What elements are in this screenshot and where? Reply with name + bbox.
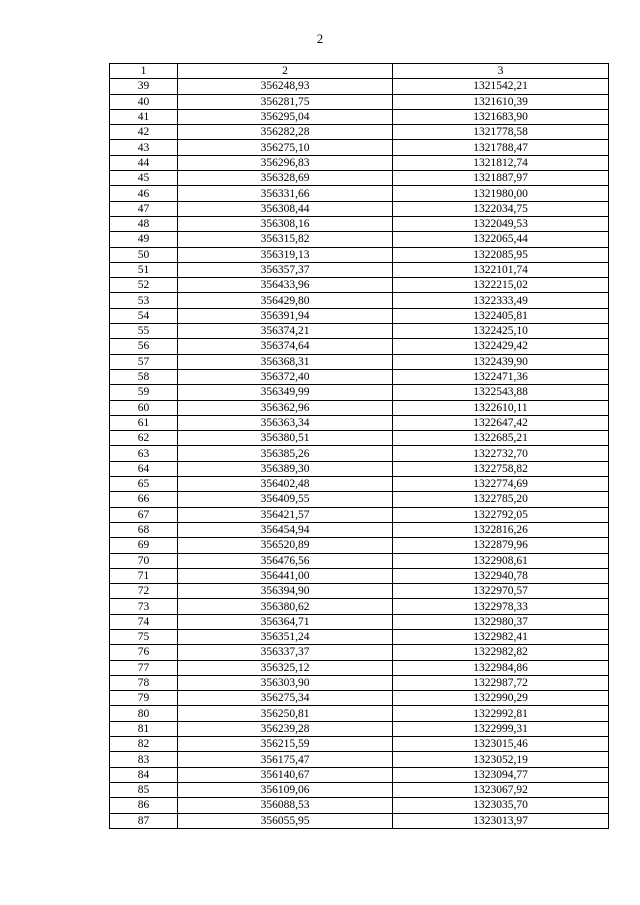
x-coordinate-cell: 356239,28 — [178, 721, 393, 736]
table-row — [110, 798, 609, 813]
y-coordinate-cell: 1322982,41 — [393, 629, 609, 644]
point-number-cell: 64 — [110, 461, 178, 476]
point-number-cell: 71 — [110, 568, 178, 583]
y-coordinate-cell: 1321683,90 — [393, 109, 609, 124]
point-number-cell: 72 — [110, 584, 178, 599]
x-coordinate-cell: 356281,75 — [178, 94, 393, 109]
table-header-row — [110, 64, 609, 79]
table-row — [110, 522, 609, 537]
x-coordinate-cell: 356368,31 — [178, 354, 393, 369]
table-row — [110, 431, 609, 446]
point-number-cell: 59 — [110, 385, 178, 400]
y-coordinate-cell: 1321778,58 — [393, 125, 609, 140]
point-number-cell: 66 — [110, 492, 178, 507]
x-coordinate-cell: 356380,62 — [178, 599, 393, 614]
point-number-cell: 82 — [110, 737, 178, 752]
coordinates-table — [109, 63, 609, 829]
y-coordinate-cell: 1322987,72 — [393, 675, 609, 690]
point-number-cell: 77 — [110, 660, 178, 675]
table-row — [110, 721, 609, 736]
point-number-cell: 74 — [110, 614, 178, 629]
table-row — [110, 324, 609, 339]
x-coordinate-cell: 356372,40 — [178, 369, 393, 384]
y-coordinate-cell: 1322685,21 — [393, 431, 609, 446]
y-coordinate-cell: 1322816,26 — [393, 522, 609, 537]
y-coordinate-cell: 1322049,53 — [393, 216, 609, 231]
x-coordinate-cell: 356315,82 — [178, 232, 393, 247]
point-number-cell: 58 — [110, 369, 178, 384]
y-coordinate-cell: 1322439,90 — [393, 354, 609, 369]
y-coordinate-cell: 1322429,42 — [393, 339, 609, 354]
point-number-cell: 78 — [110, 675, 178, 690]
y-coordinate-cell: 1322978,33 — [393, 599, 609, 614]
table-row — [110, 278, 609, 293]
table-row — [110, 584, 609, 599]
x-coordinate-cell: 356441,00 — [178, 568, 393, 583]
table-row — [110, 553, 609, 568]
x-coordinate-cell: 356331,66 — [178, 186, 393, 201]
table-row — [110, 415, 609, 430]
table-row — [110, 477, 609, 492]
x-coordinate-cell: 356385,26 — [178, 446, 393, 461]
y-coordinate-cell: 1322990,29 — [393, 691, 609, 706]
y-coordinate-cell: 1322992,81 — [393, 706, 609, 721]
x-coordinate-cell: 356364,71 — [178, 614, 393, 629]
point-number-cell: 68 — [110, 522, 178, 537]
y-coordinate-cell: 1322982,82 — [393, 645, 609, 660]
y-coordinate-cell: 1322333,49 — [393, 293, 609, 308]
point-number-cell: 43 — [110, 140, 178, 155]
y-coordinate-cell: 1322970,57 — [393, 584, 609, 599]
table-row — [110, 645, 609, 660]
point-number-cell: 69 — [110, 538, 178, 553]
y-coordinate-cell: 1322980,37 — [393, 614, 609, 629]
x-coordinate-cell: 356402,48 — [178, 477, 393, 492]
point-number-cell: 76 — [110, 645, 178, 660]
point-number-cell: 83 — [110, 752, 178, 767]
table-row — [110, 660, 609, 675]
table-row — [110, 507, 609, 522]
point-number-cell: 86 — [110, 798, 178, 813]
x-coordinate-cell: 356380,51 — [178, 431, 393, 446]
x-coordinate-cell: 356476,56 — [178, 553, 393, 568]
x-coordinate-cell: 356357,37 — [178, 262, 393, 277]
x-coordinate-cell: 356429,80 — [178, 293, 393, 308]
table-row — [110, 155, 609, 170]
point-number-cell: 80 — [110, 706, 178, 721]
x-coordinate-cell: 356394,90 — [178, 584, 393, 599]
table-row — [110, 446, 609, 461]
x-coordinate-cell: 356215,59 — [178, 737, 393, 752]
y-coordinate-cell: 1322215,02 — [393, 278, 609, 293]
table-row — [110, 492, 609, 507]
y-coordinate-cell: 1323094,77 — [393, 767, 609, 782]
header-cell-x: 2 — [178, 64, 393, 79]
x-coordinate-cell: 356520,89 — [178, 538, 393, 553]
table-row — [110, 782, 609, 797]
header-cell-y: 3 — [393, 64, 609, 79]
point-number-cell: 61 — [110, 415, 178, 430]
table-row — [110, 599, 609, 614]
x-coordinate-cell: 356433,96 — [178, 278, 393, 293]
table-row — [110, 538, 609, 553]
y-coordinate-cell: 1322425,10 — [393, 324, 609, 339]
table-row — [110, 339, 609, 354]
y-coordinate-cell: 1322758,82 — [393, 461, 609, 476]
y-coordinate-cell: 1322940,78 — [393, 568, 609, 583]
table-row — [110, 568, 609, 583]
table-row — [110, 400, 609, 415]
x-coordinate-cell: 356109,06 — [178, 782, 393, 797]
x-coordinate-cell: 356351,24 — [178, 629, 393, 644]
table-row — [110, 737, 609, 752]
table-row — [110, 767, 609, 782]
point-number-cell: 57 — [110, 354, 178, 369]
x-coordinate-cell: 356454,94 — [178, 522, 393, 537]
point-number-cell: 52 — [110, 278, 178, 293]
y-coordinate-cell: 1322984,86 — [393, 660, 609, 675]
y-coordinate-cell: 1322034,75 — [393, 201, 609, 216]
page-number: 2 — [316, 31, 324, 46]
x-coordinate-cell: 356250,81 — [178, 706, 393, 721]
x-coordinate-cell: 356308,44 — [178, 201, 393, 216]
point-number-cell: 75 — [110, 629, 178, 644]
table-row — [110, 140, 609, 155]
point-number-cell: 49 — [110, 232, 178, 247]
table-row — [110, 262, 609, 277]
point-number-cell: 55 — [110, 324, 178, 339]
point-number-cell: 45 — [110, 171, 178, 186]
point-number-cell: 60 — [110, 400, 178, 415]
y-coordinate-cell: 1323035,70 — [393, 798, 609, 813]
y-coordinate-cell: 1322774,69 — [393, 477, 609, 492]
y-coordinate-cell: 1323013,97 — [393, 813, 609, 828]
point-number-cell: 85 — [110, 782, 178, 797]
x-coordinate-cell: 356337,37 — [178, 645, 393, 660]
x-coordinate-cell: 356088,53 — [178, 798, 393, 813]
x-coordinate-cell: 356421,57 — [178, 507, 393, 522]
table-row — [110, 201, 609, 216]
point-number-cell: 70 — [110, 553, 178, 568]
y-coordinate-cell: 1322085,95 — [393, 247, 609, 262]
table-row — [110, 186, 609, 201]
point-number-cell: 63 — [110, 446, 178, 461]
point-number-cell: 44 — [110, 155, 178, 170]
table-row — [110, 354, 609, 369]
point-number-cell: 39 — [110, 79, 178, 94]
y-coordinate-cell: 1321788,47 — [393, 140, 609, 155]
y-coordinate-cell: 1322908,61 — [393, 553, 609, 568]
table-row — [110, 293, 609, 308]
table-row — [110, 691, 609, 706]
point-number-cell: 53 — [110, 293, 178, 308]
x-coordinate-cell: 356295,04 — [178, 109, 393, 124]
y-coordinate-cell: 1322647,42 — [393, 415, 609, 430]
point-number-cell: 40 — [110, 94, 178, 109]
x-coordinate-cell: 356325,12 — [178, 660, 393, 675]
y-coordinate-cell: 1323067,92 — [393, 782, 609, 797]
x-coordinate-cell: 356363,34 — [178, 415, 393, 430]
y-coordinate-cell: 1322785,20 — [393, 492, 609, 507]
point-number-cell: 46 — [110, 186, 178, 201]
x-coordinate-cell: 356362,96 — [178, 400, 393, 415]
point-number-cell: 47 — [110, 201, 178, 216]
point-number-cell: 65 — [110, 477, 178, 492]
table-row — [110, 752, 609, 767]
y-coordinate-cell: 1322405,81 — [393, 308, 609, 323]
table-row — [110, 629, 609, 644]
y-coordinate-cell: 1322065,44 — [393, 232, 609, 247]
point-number-cell: 50 — [110, 247, 178, 262]
y-coordinate-cell: 1321610,39 — [393, 94, 609, 109]
point-number-cell: 84 — [110, 767, 178, 782]
y-coordinate-cell: 1323015,46 — [393, 737, 609, 752]
y-coordinate-cell: 1321812,74 — [393, 155, 609, 170]
y-coordinate-cell: 1322999,31 — [393, 721, 609, 736]
x-coordinate-cell: 356275,34 — [178, 691, 393, 706]
x-coordinate-cell: 356328,69 — [178, 171, 393, 186]
point-number-cell: 48 — [110, 216, 178, 231]
x-coordinate-cell: 356409,55 — [178, 492, 393, 507]
point-number-cell: 81 — [110, 721, 178, 736]
table-row — [110, 171, 609, 186]
x-coordinate-cell: 356055,95 — [178, 813, 393, 828]
y-coordinate-cell: 1322101,74 — [393, 262, 609, 277]
table-row — [110, 385, 609, 400]
y-coordinate-cell: 1322543,88 — [393, 385, 609, 400]
point-number-cell: 56 — [110, 339, 178, 354]
table-row — [110, 216, 609, 231]
point-number-cell: 62 — [110, 431, 178, 446]
y-coordinate-cell: 1322732,70 — [393, 446, 609, 461]
y-coordinate-cell: 1323052,19 — [393, 752, 609, 767]
y-coordinate-cell: 1321980,00 — [393, 186, 609, 201]
table-row — [110, 369, 609, 384]
point-number-cell: 67 — [110, 507, 178, 522]
x-coordinate-cell: 356308,16 — [178, 216, 393, 231]
point-number-cell: 42 — [110, 125, 178, 140]
x-coordinate-cell: 356175,47 — [178, 752, 393, 767]
table-row — [110, 109, 609, 124]
table-row — [110, 813, 609, 828]
y-coordinate-cell: 1321542,21 — [393, 79, 609, 94]
x-coordinate-cell: 356140,67 — [178, 767, 393, 782]
x-coordinate-cell: 356374,64 — [178, 339, 393, 354]
table-row — [110, 232, 609, 247]
x-coordinate-cell: 356275,10 — [178, 140, 393, 155]
x-coordinate-cell: 356296,83 — [178, 155, 393, 170]
x-coordinate-cell: 356282,28 — [178, 125, 393, 140]
point-number-cell: 79 — [110, 691, 178, 706]
x-coordinate-cell: 356391,94 — [178, 308, 393, 323]
table-body — [110, 79, 609, 829]
point-number-cell: 87 — [110, 813, 178, 828]
table-row — [110, 94, 609, 109]
point-number-cell: 51 — [110, 262, 178, 277]
point-number-cell: 41 — [110, 109, 178, 124]
y-coordinate-cell: 1322471,36 — [393, 369, 609, 384]
header-cell-point-number: 1 — [110, 64, 178, 79]
table-row — [110, 125, 609, 140]
y-coordinate-cell: 1321887,97 — [393, 171, 609, 186]
x-coordinate-cell: 356374,21 — [178, 324, 393, 339]
table-row — [110, 706, 609, 721]
x-coordinate-cell: 356389,30 — [178, 461, 393, 476]
point-number-cell: 73 — [110, 599, 178, 614]
y-coordinate-cell: 1322879,96 — [393, 538, 609, 553]
point-number-cell: 54 — [110, 308, 178, 323]
table-row — [110, 675, 609, 690]
y-coordinate-cell: 1322792,05 — [393, 507, 609, 522]
y-coordinate-cell: 1322610,11 — [393, 400, 609, 415]
table-row — [110, 247, 609, 262]
x-coordinate-cell: 356319,13 — [178, 247, 393, 262]
x-coordinate-cell: 356349,99 — [178, 385, 393, 400]
table-row — [110, 308, 609, 323]
table-row — [110, 461, 609, 476]
x-coordinate-cell: 356303,90 — [178, 675, 393, 690]
table-row — [110, 79, 609, 94]
x-coordinate-cell: 356248,93 — [178, 79, 393, 94]
table-row — [110, 614, 609, 629]
